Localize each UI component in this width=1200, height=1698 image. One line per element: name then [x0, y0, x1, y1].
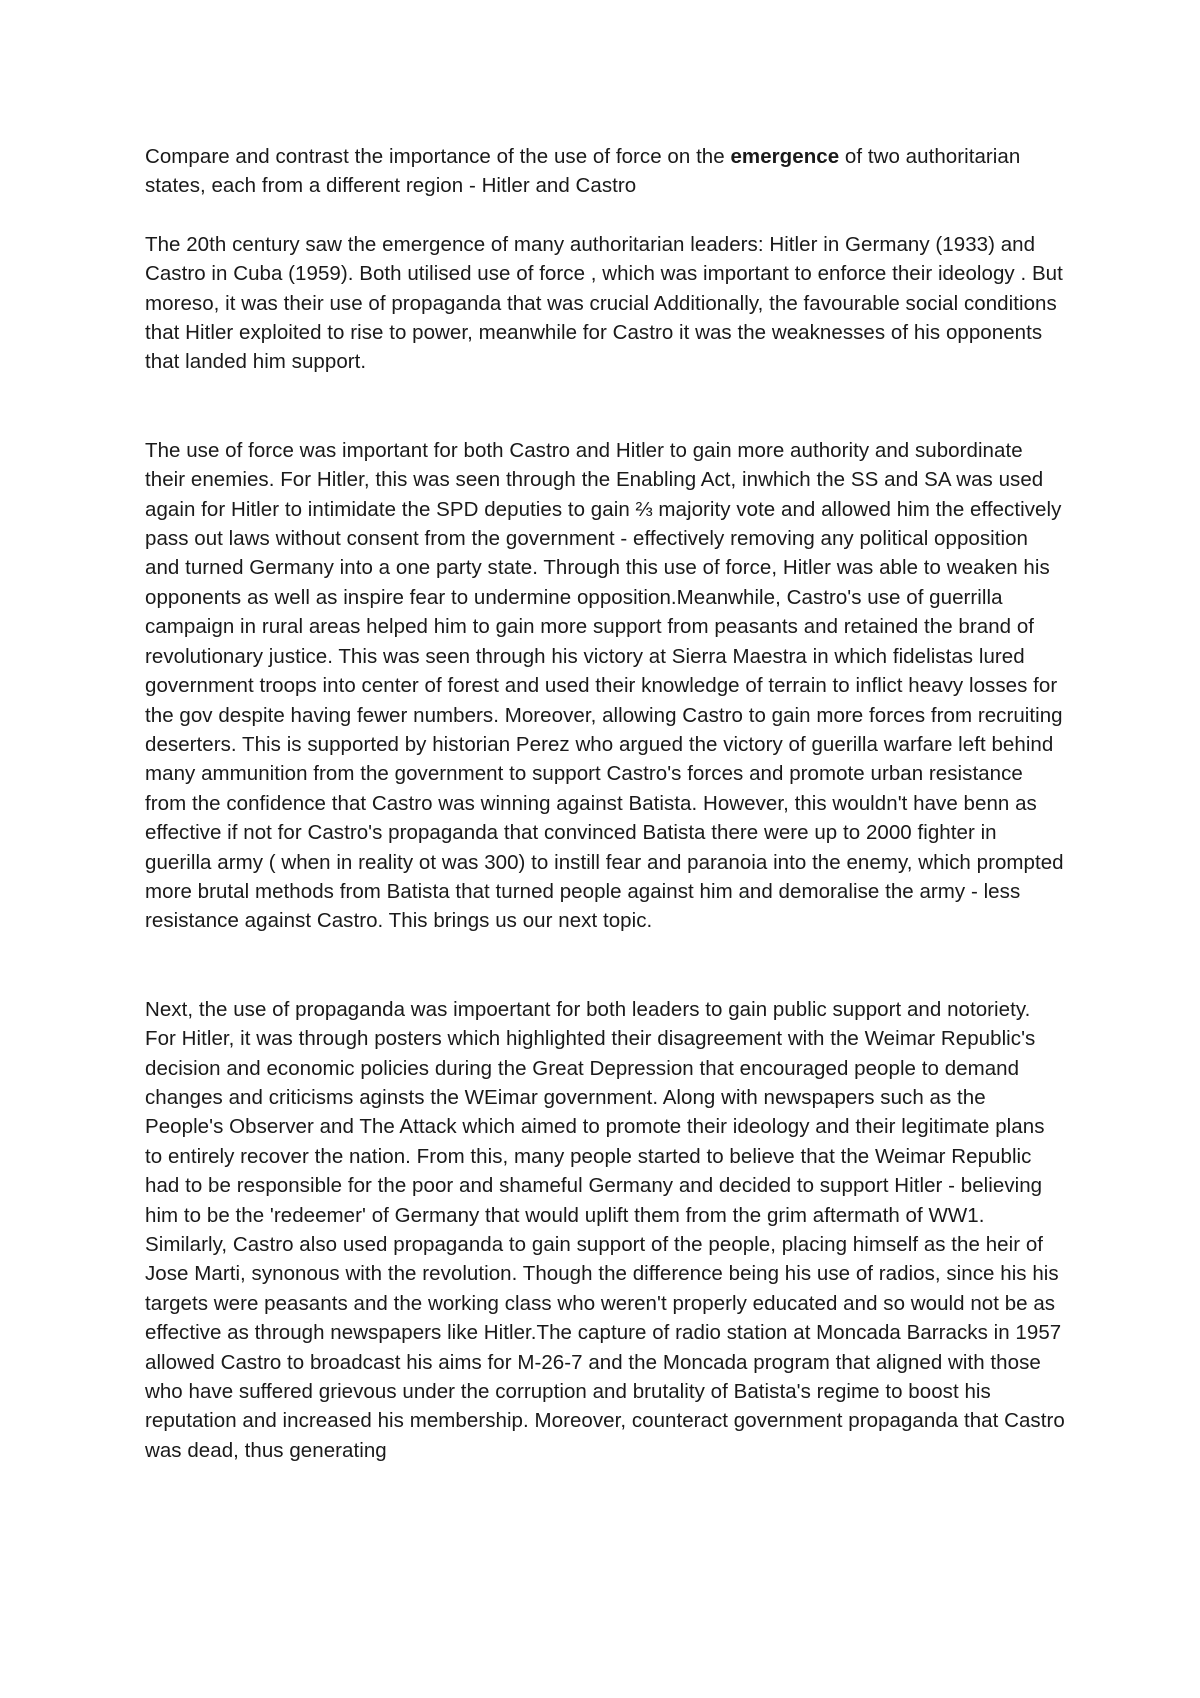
document-body	[145, 142, 1065, 1465]
use-of-force-paragraph: The use of force was important for both Castro and Hitler to gain more authority and subordinate their enemies. For Hitler, this was seen through the Enabling Act, inwhich the SS and SA was used again for Hitler to intimidate the SPD deputies to gain ⅔ majority vote and allowed him the effectively pass out laws without consent from the government - effectively removing any political opposition and turned Germany into a one party state. Through this use of force, Hitler was able to weaken his opponents as well as inspire fear to undermine opposition.Meanwhile, Castro's use of guerrilla campaign in rural areas helped him to gain more support from peasants and retained the brand of revolutionary justice. This was seen through his victory at Sierra Maestra in which fidelistas lured government troops into center of forest and used their knowledge of terrain to inflict heavy losses for the gov despite having fewer numbers. Moreover, allowing Castro to gain more forces from recruiting deserters. This is supported by historian Perez who argued the victory of guerilla warfare left behind many ammunition from the government to support Castro's forces and promote urban resistance from the confidence that Castro was winning against Batista. However, this wouldn't have benn as effective if not for Castro's propaganda that convinced Batista there were up to 2000 fighter in guerilla army ( when in reality ot was 300) to instill fear and paranoia into the enemy, which prompted more brutal methods from Batista that turned people against him and demoralise the army - less resistance against Castro. This brings us our next topic.	[145, 438, 1064, 933]
propaganda-paragraph: Next, the use of propaganda was impoertant for both leaders to gain public support and notoriety. For Hitler, it was through posters which highlighted their disagreement with the Weimar Republic's decision and economic policies during the Great Depression that encouraged people to demand changes and criticisms aginsts the WEimar government. Along with newspapers such as the People's Observer and The Attack which aimed to promote their ideology and their legitimate plans to entirely recover the nation. From this, many people started to believe that the Weimar Republic had to be responsible for the poor and shameful Germany and decided to support Hitler - believing him to be the 'redeemer' of Germany that would uplift them from the grim aftermath of WW1. Similarly, Castro also used propaganda to gain support of the people, placing himself as the heir of Jose Marti, synonous with the revolution. Though the difference being his use of radios, since his his targets were peasants and the working class who weren't properly educated and so would not be as effective as through newspapers like Hitler.The capture of radio station at Moncada Barracks in 1957 allowed Castro to broadcast his aims for M-26-7 and the Moncada program that aligned with those who have suffered grievous under the corruption and brutality of Batista's regime to boost his reputation and increased his membership. Moreover, counteract government propaganda that Castro was dead, thus generating	[145, 997, 1065, 1462]
essay-question-end: of two authoritarian states, each from a different region - Hitler and Castro	[145, 145, 1021, 198]
essay-question	[145, 142, 1065, 201]
essay-question-emphasis: emergence	[730, 145, 840, 168]
essay-question-start: Compare and contrast the importance of the use of force on the	[145, 145, 731, 168]
introduction-paragraph: The 20th century saw the emergence of many authoritarian leaders: Hitler in Germany (1933) and Castro in Cuba (1959). Both utilised use of force , which was important to enforce their ideology . But moreso, it was their use of propaganda that was crucial Additionally, the favourable social conditions that Hitler exploited to rise to power, meanwhile for Castro it was the weaknesses of his opponents that landed him support.	[145, 232, 1063, 374]
